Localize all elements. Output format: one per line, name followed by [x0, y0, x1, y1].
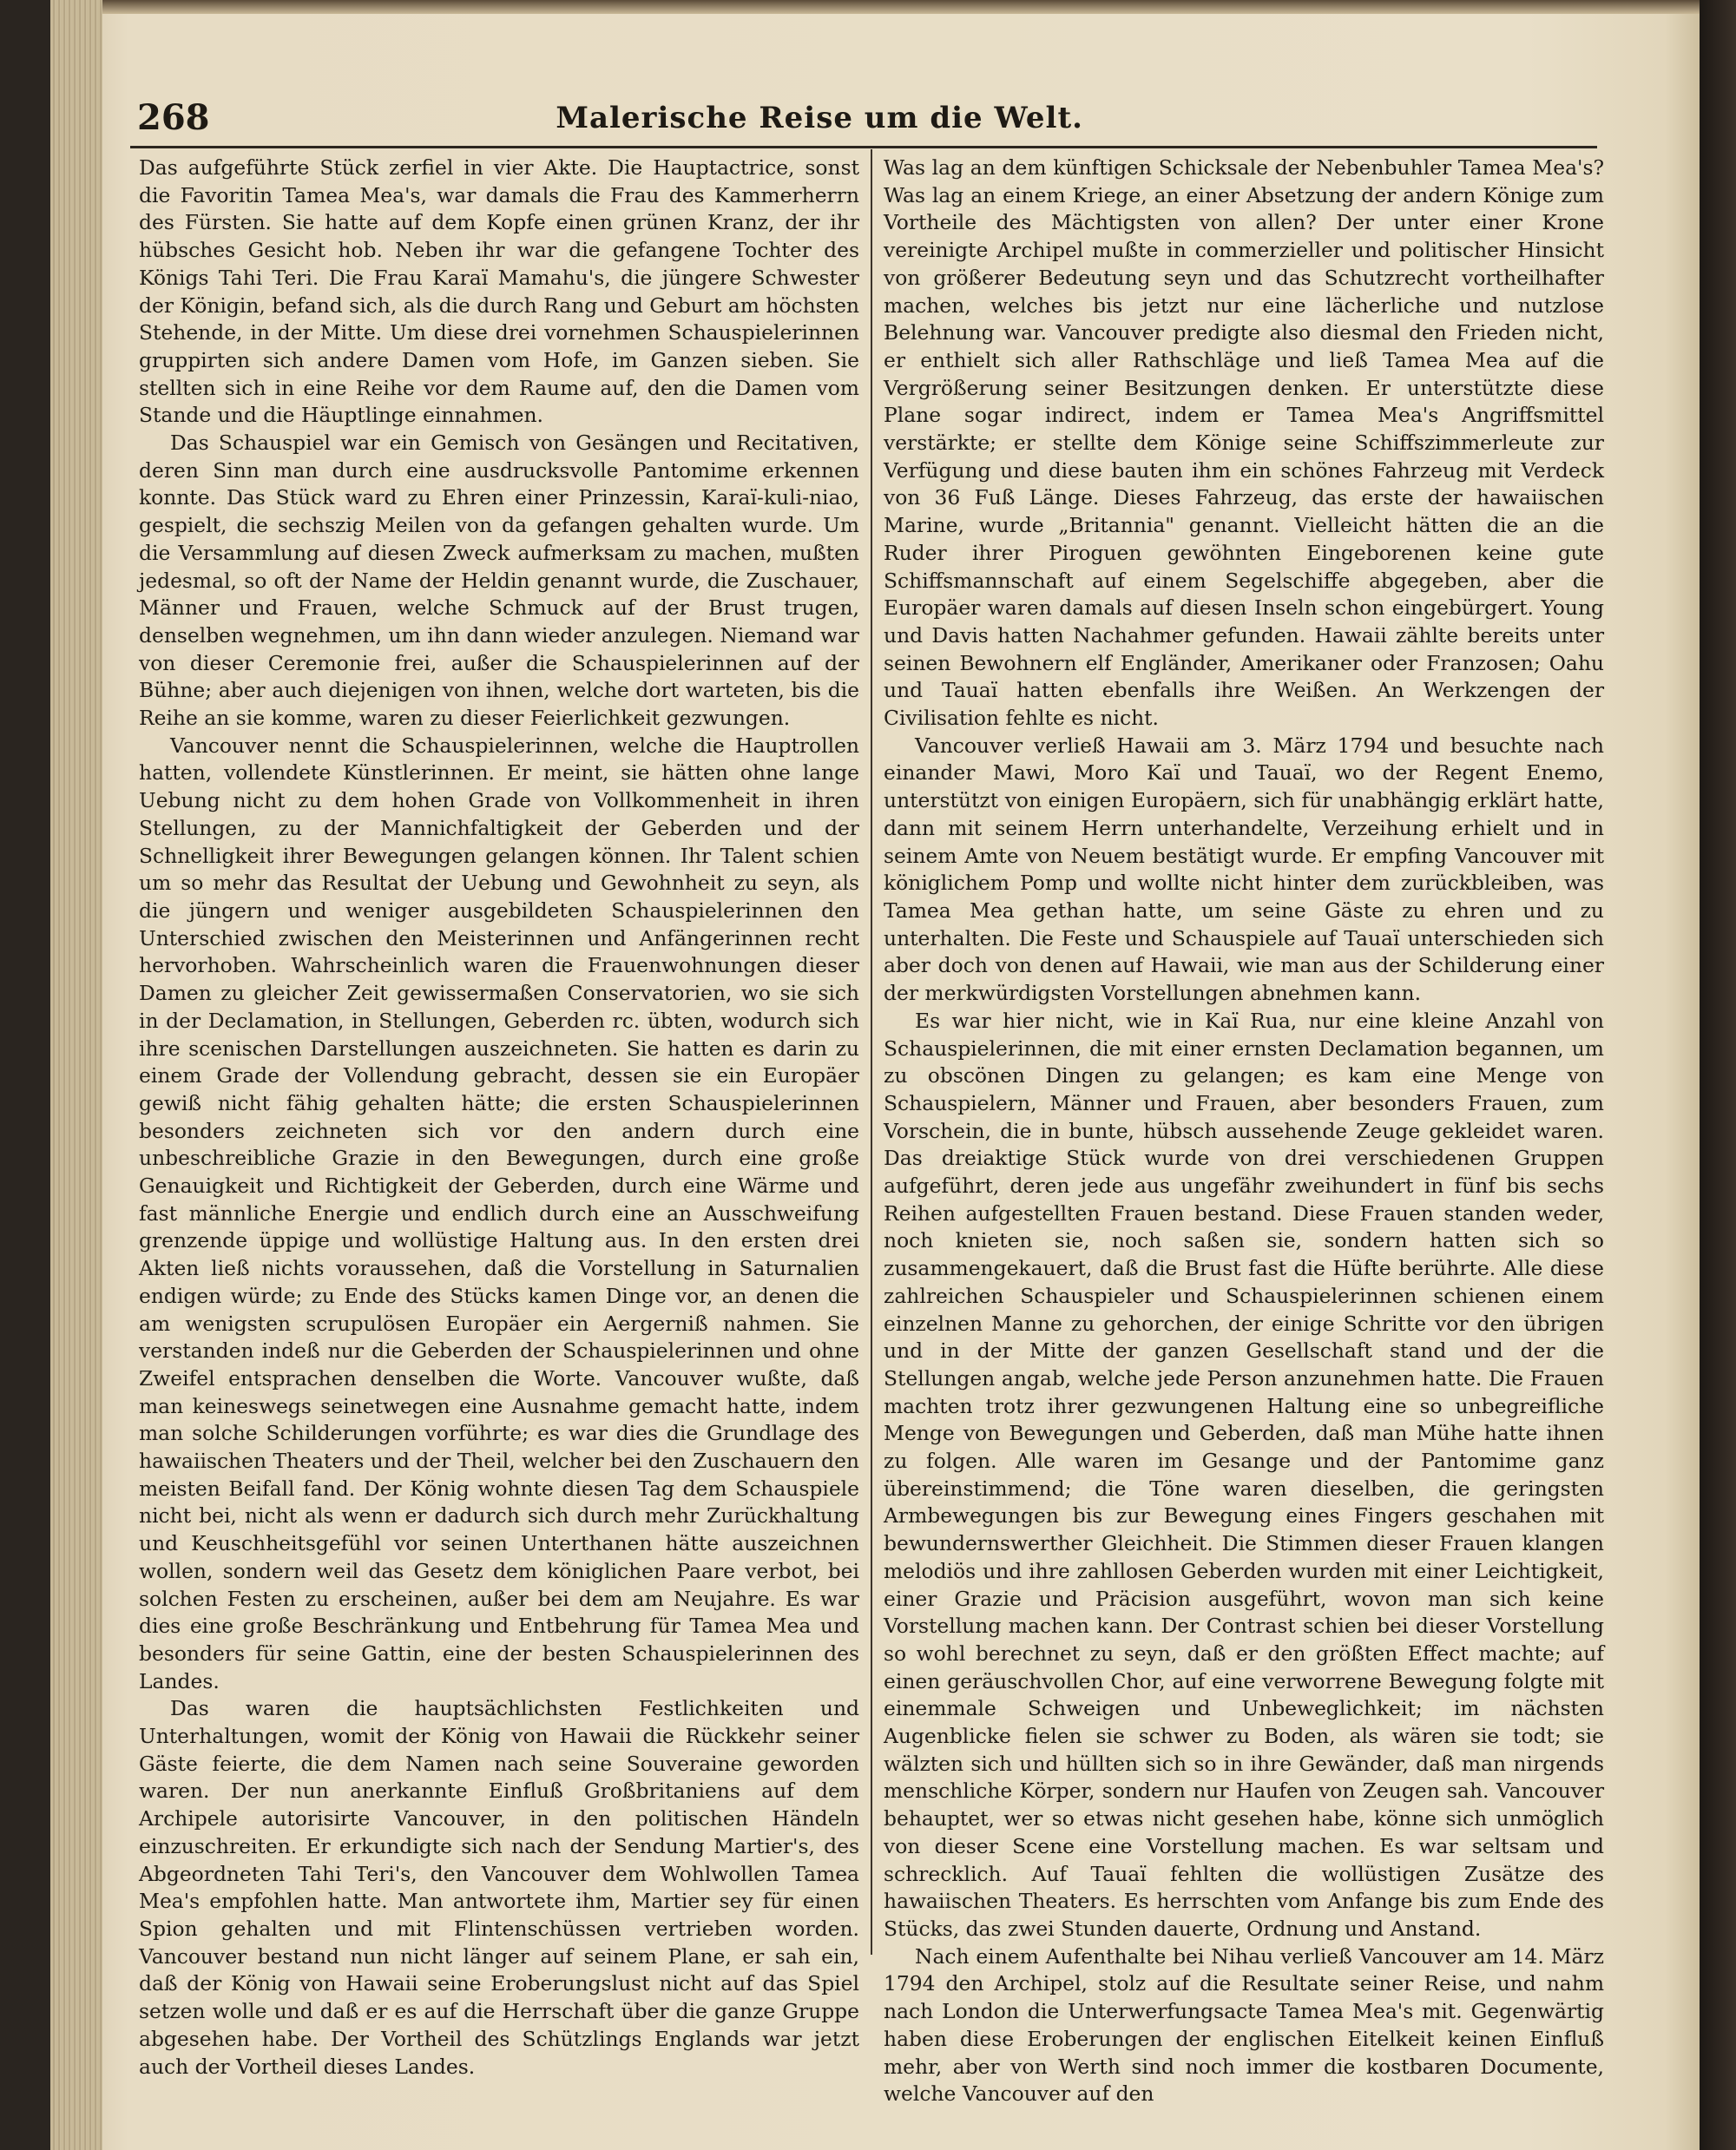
paragraph: Das Schauspiel war ein Gemisch von Gesängen und Recitativen, deren Sinn man durch eine ausdrucksvolle Pantomime erkennen konnte. Das Stück ward zu Ehren einer Prinzessin, Karaï-kuli-niao, gespielt, die sechszig Meilen von da gefangen gehalten wurde. Um die Versammlung auf diesen Zweck aufmerksam zu machen, mußten jedesmal, so oft der Name der Heldin genannt wurde, die Zuschauer, Männer und Frauen, welche Schmuck auf der Brust trugen, denselben wegnehmen, um ihn dann wieder anzulegen. Niemand war von dieser Ceremonie frei, außer die Schauspielerinnen auf der Bühne; aber auch diejenigen von ihnen, welche dort warteten, bis die Reihe an sie komme, waren zu dieser Feierlichkeit gezwungen.: [139, 431, 859, 731]
paragraph: Nach einem Aufenthalte bei Nihau verließ Vancouver am 14. März 1794 den Archipel, stolz auf die Resultate seiner Reise, und nahm nach London die Unterwerfungsacte Tamea Mea's mit. Gegenwärtig haben diese Eroberungen der englischen Eitelkeit keinen Einfluß mehr, aber von Werth sind noch immer die kostbaren Documente, welche Vancouver auf den: [884, 1943, 1604, 2107]
binding-edge: [1700, 0, 1736, 2150]
header-rule: [130, 146, 1597, 148]
left-column: [139, 155, 859, 2079]
paragraph: Vancouver verließ Hawaii am 3. März 1794 und besuchte nach einander Mawi, Moro Kaï und Tauaï, wo der Regent Enemo, unterstützt von einigen Europäern, sich für unabhängig erklärt hatte, dann mit seinem Herrn unterhandelte, Verzeihung erhielt und in seinem Amte von Neuem bestätigt wurde. Er empfing Vancouver mit königlichem Pomp und wollte nicht hinter dem zurückbleiben, was Tamea Mea gethan hatte, um seine Gäste zu ehren und zu unterhalten. Die Feste und Schauspiele auf Tauaï unterschieden sich aber doch von denen auf Hawaii, wie man aus der Schilderung einer der merkwürdigsten Vorstellungen abnehmen kann.: [884, 733, 1604, 1006]
paragraph: Vancouver nennt die Schauspielerinnen, welche die Hauptrollen hatten, vollendete Künstlerinnen. Er meint, sie hätten ohne lange Uebung nicht zu dem hohen Grade von Vollkommenheit in ihren Stellungen, zu der Mannichfaltigkeit der Geberden und der Schnelligkeit ihrer Bewegungen gelangen können. Ihr Talent schien um so mehr das Resultat der Uebung und Gewohnheit zu seyn, als die jüngern und weniger ausgebildeten Schauspielerinnen den Unterschied zwischen den Meisterinnen und Anfängerinnen recht hervorhoben. Wahrscheinlich waren die Frauenwohnungen dieser Damen zu gleicher Zeit gewissermaßen Conservatorien, wo sie sich in der Declamation, in Stellungen, Geberden rc. übten, wodurch sich ihre scenischen Darstellungen auszeichneten. Sie hatten es darin zu einem Grade der Vollendung gebracht, dessen sie ein Europäer gewiß nicht fähig gehalten hätte; die ersten Schauspielerinnen besonders zeichneten sich vor den andern durch eine unbeschreibliche Grazie in den Bewegungen, durch eine große Genauigkeit und Richtigkeit der Geberden, durch eine Wärme und fast männliche Energie und endlich durch eine an Ausschweifung grenzende üppige und wollüstige Haltung aus. In den ersten drei Akten ließ nichts voraussehen, daß die Vorstellung in Saturnalien endigen würde; zu Ende des Stücks kamen Dinge vor, an denen die am wenigsten scrupulösen Europäer ein Aergerniß nahmen. Sie verstanden indeß nur die Geberden der Schauspielerinnen und ohne Zweifel entsprachen denselben die Worte. Vancouver wußte, daß man keineswegs seinetwegen eine Ausnahme gemacht hatte, indem man solche Schilderungen vorführte; es war dies die Grundlage des hawaiischen Theaters und der Theil, welcher bei den Zuschauern den meisten Beifall fand. Der König wohnte diesen Tag dem Schauspiele nicht bei, nicht als wenn er dadurch sich durch mehr Zurückhaltung und Keuschheitsgefühl vor seinen Unterthanen hätte auszeichnen wollen, sondern weil das Gesetz dem königlichen Paare verbot, bei solchen Festen zu erscheinen, außer bei dem am Neujahre. Es war dies eine große Beschränkung und Entbehrung für Tamea Mea und besonders für seine Gattin, eine der besten Schauspielerinnen des Landes.: [139, 733, 859, 1693]
paragraph: Es war hier nicht, wie in Kaï Rua, nur eine kleine Anzahl von Schauspielerinnen, die mit einer ernsten Declamation begannen, um zu obscönen Dingen zu gelangen; es kam eine Menge von Schauspielern, Männer und Frauen, aber besonders Frauen, zum Vorschein, die in bunte, hübsch aussehende Zeuge gekleidet waren. Das dreiaktige Stück wurde von drei verschiedenen Gruppen aufgeführt, deren jede aus ungefähr zweihundert in fünf bis sechs Reihen aufgestellten Frauen bestand. Diese Frauen standen weder, noch knieten sie, noch saßen sie, sondern hatten sich so zusammengekauert, daß die Brust fast die Hüfte berührte. Alle diese zahlreichen Schauspieler und Schauspielerinnen schienen einem einzelnen Manne zu gehorchen, der einige Schritte vor den übrigen und in der Mitte der ganzen Gesellschaft stand und der die Stellungen angab, welche jede Person anzunehmen hatte. Die Frauen machten trotz ihrer gezwungenen Haltung eine so unbegreifliche Menge von Bewegungen und Geberden, daß man Mühe hatte ihnen zu folgen. Alle waren im Gesange und der Pantomime ganz übereinstimmend; die Töne waren dieselben, die geringsten Armbewegungen bis zur Bewegung eines Fingers geschahen mit bewundernswerther Gleichheit. Die Stimmen dieser Frauen klangen melodiös und ihre zahllosen Geberden wurden mit einer Leichtigkeit, einer Grazie und Präcision ausgeführt, wovon man sich keine Vorstellung machen kann. Der Contrast schien bei dieser Vorstellung so wohl berechnet zu seyn, daß er den größten Effect machte; auf einen geräuschvollen Chor, auf eine verworrene Bewegung folgte mit einemmale Schweigen und Unbeweglichkeit; im nächsten Augenblicke fielen sie schwer zu Boden, als wären sie todt; sie wälzten sich und hüllten sich so in ihre Gewänder, daß man nirgends menschliche Körper, sondern nur Haufen von Zeugen sah. Vancouver behauptet, wer so etwas nicht gesehen habe, könne sich unmöglich von dieser Scene eine Vorstellung machen. Es war seltsam und schrecklich. Auf Tauaï fehlten die wollüstigen Zusätze des hawaiischen Theaters. Es herrschten vom Anfange bis zum Ende des Stücks, das zwei Stunden dauerte, Ordnung und Anstand.: [884, 1008, 1604, 1941]
column-divider: [871, 149, 872, 1955]
page-header: [137, 97, 1083, 149]
right-column: [884, 155, 1604, 2107]
paragraph: Was lag an dem künftigen Schicksale der Nebenbuhler Tamea Mea's? Was lag an einem Kriege, an einer Absetzung der andern Könige zum Vortheile des Mächtigsten von allen? Der unter einer Krone vereinigte Archipel mußte in commerzieller und politischer Hinsicht von größerer Bedeutung seyn und das Schutzrecht vortheilhafter machen, welches bis jetzt nur eine lächerliche und nutzlose Belehnung war. Vancouver predigte also diesmal den Frieden nicht, er enthielt sich aller Rathschläge und ließ Tamea Mea auf die Vergrößerung seiner Besitzungen denken. Er unterstützte diese Plane sogar indirect, indem er Tamea Mea's Angriffsmittel verstärkte; er stellte dem Könige seine Schiffszimmerleute zur Verfügung und diese bauten ihm ein schönes Fahrzeug mit Verdeck von 36 Fuß Länge. Dieses Fahrzeug, das erste der hawaiischen Marine, wurde „Britannia" genannt. Vielleicht hätten die an die Ruder ihrer Piroguen gewöhnten Eingeborenen keine gute Schiffsmannschaft auf einem Segelschiffe abgegeben, aber die Europäer waren damals auf diesen Inseln schon eingebürgert. Young und Davis hatten Nachahmer gefunden. Hawaii zählte bereits unter seinen Bewohnern elf Engländer, Amerikaner oder Franzosen; Oahu und Tauaï hatten ebenfalls ihre Weißen. An Werkzengen der Civilisation fehlte es nicht.: [884, 155, 1604, 731]
paragraph: Das aufgeführte Stück zerfiel in vier Akte. Die Hauptactrice, sonst die Favoritin Tamea Mea's, war damals die Frau des Kammerherrn des Fürsten. Sie hatte auf dem Kopfe einen grünen Kranz, der ihr hübsches Gesicht hob. Neben ihr war die gefangene Tochter des Königs Tahi Teri. Die Frau Karaï Mamahu's, die jüngere Schwester der Königin, befand sich, als die durch Rang und Geburt am höchsten Stehende, in der Mitte. Um diese drei vornehmen Schauspielerinnen gruppirten sich andere Damen vom Hofe, im Ganzen sieben. Sie stellten sich in eine Reihe vor dem Raume auf, den die Damen vom Stande und die Häuptlinge einnahmen.: [139, 155, 859, 428]
book-page-edges: [50, 0, 102, 2150]
paragraph: Das waren die hauptsächlichsten Festlichkeiten und Unterhaltungen, womit der König von Hawaii die Rückkehr seiner Gäste feierte, die dem Namen nach seine Souveraine geworden waren. Der nun anerkannte Einfluß Großbritaniens auf dem Archipele autorisirte Vancouver, in den politischen Händeln einzuschreiten. Er erkundigte sich nach der Sendung Martier's, des Abgeordneten Tahi Teri's, den Vancouver dem Wohlwollen Tamea Mea's empfohlen hatte. Man antwortete ihm, Martier sey für einen Spion gehalten und mit Flintenschüssen vertrieben worden. Vancouver bestand nun nicht länger auf seinem Plane, er sah ein, daß der König von Hawaii seine Eroberungslust nicht auf das Spiel setzen wolle und daß er es auf die Herrschaft über die ganze Gruppe abgesehen habe. Der Vortheil des Schützlings Englands war jetzt auch der Vortheil dieses Landes.: [139, 1696, 859, 2079]
running-title: Malerische Reise um die Welt.: [556, 101, 1083, 135]
page-top-edge: [102, 0, 1700, 14]
page-number: 268: [137, 97, 210, 138]
